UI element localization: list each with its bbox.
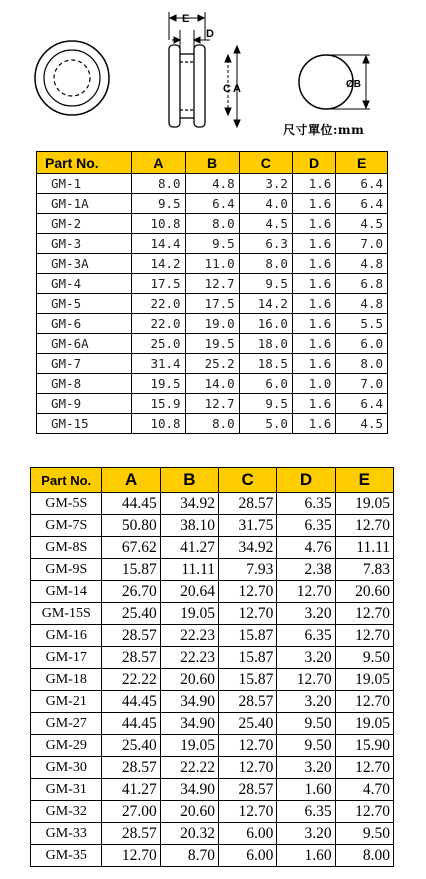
part-number-cell: GM-3A (37, 254, 132, 274)
dimension-cell-e: 12.70 (335, 801, 393, 823)
table-row (31, 625, 394, 647)
part-number-cell: GM-33 (31, 823, 102, 845)
table-header-row (31, 468, 394, 493)
part-number-cell: GM-35 (31, 845, 102, 867)
part-number-cell: GM-27 (31, 713, 102, 735)
column-header-part-no: Part No. (37, 152, 132, 174)
dimension-cell-d: 1.6 (292, 194, 335, 214)
dimension-cell-b: 12.7 (185, 394, 239, 414)
dimension-cell-c: 15.87 (219, 625, 277, 647)
dimension-a-label: A (233, 83, 241, 95)
dimension-cell-a: 31.4 (132, 354, 185, 374)
dimension-cell-a: 17.5 (132, 274, 185, 294)
shaft-circle-view (299, 55, 353, 109)
dimension-cell-d: 3.20 (277, 603, 335, 625)
dimension-cell-d: 12.70 (277, 669, 335, 691)
part-number-cell: GM-8S (31, 537, 102, 559)
part-number-cell: GM-5 (37, 294, 132, 314)
dimension-cell-e: 7.83 (335, 559, 393, 581)
table-row (31, 493, 394, 515)
dimension-cell-b: 12.7 (185, 274, 239, 294)
part-number-cell: GM-6 (37, 314, 132, 334)
dimension-cell-e: 6.4 (336, 174, 388, 194)
table-row (31, 735, 394, 757)
table-row (31, 801, 394, 823)
dimension-cell-d: 1.6 (292, 294, 335, 314)
column-header-b: B (160, 468, 218, 493)
table-row (31, 559, 394, 581)
dimension-cell-a: 12.70 (102, 845, 160, 867)
column-header-c: C (239, 152, 292, 174)
dimension-cell-a: 25.0 (132, 334, 185, 354)
dimension-cell-e: 19.05 (335, 669, 393, 691)
table-row (37, 214, 388, 234)
table-row (31, 515, 394, 537)
table-header-row (37, 152, 388, 174)
dimension-cell-c: 16.0 (239, 314, 292, 334)
dimension-cell-b: 17.5 (185, 294, 239, 314)
dimension-cell-c: 25.40 (219, 713, 277, 735)
dimension-cell-a: 22.0 (132, 314, 185, 334)
dimension-cell-a: 28.57 (102, 625, 160, 647)
part-number-cell: GM-7S (31, 515, 102, 537)
dimension-cell-a: 44.45 (102, 691, 160, 713)
dimension-cell-a: 22.22 (102, 669, 160, 691)
dimension-cell-d: 12.70 (277, 581, 335, 603)
column-header-a: A (102, 468, 160, 493)
part-number-cell: GM-9 (37, 394, 132, 414)
dimension-cell-b: 41.27 (160, 537, 218, 559)
table-row (37, 194, 388, 214)
dimension-cell-c: 6.3 (239, 234, 292, 254)
dimension-cell-c: 12.70 (219, 581, 277, 603)
table-row (37, 394, 388, 414)
dimension-cell-d: 1.60 (277, 779, 335, 801)
dimension-cell-d: 2.38 (277, 559, 335, 581)
dimension-cell-b: 8.0 (185, 414, 239, 434)
table-row (31, 581, 394, 603)
dimension-cell-d: 1.6 (292, 394, 335, 414)
dimension-cell-c: 3.2 (239, 174, 292, 194)
dimension-cell-c: 34.92 (219, 537, 277, 559)
dimension-cell-c: 12.70 (219, 603, 277, 625)
table-row (37, 294, 388, 314)
dimension-cell-e: 4.5 (336, 414, 388, 434)
part-number-cell: GM-1A (37, 194, 132, 214)
dimension-c-label: C (223, 83, 231, 95)
dimension-cell-a: 25.40 (102, 603, 160, 625)
dimension-cell-e: 6.4 (336, 394, 388, 414)
dimension-cell-e: 4.8 (336, 254, 388, 274)
dimension-cell-a: 44.45 (102, 493, 160, 515)
part-number-cell: GM-14 (31, 581, 102, 603)
dimension-cell-a: 15.87 (102, 559, 160, 581)
dimension-cell-a: 27.00 (102, 801, 160, 823)
dimension-cell-b: 25.2 (185, 354, 239, 374)
dimension-cell-c: 9.5 (239, 274, 292, 294)
unit-note: 尺寸單位:mm (283, 123, 365, 137)
part-number-cell: GM-15S (31, 603, 102, 625)
dimension-cell-a: 28.57 (102, 647, 160, 669)
dimension-cell-c: 6.0 (239, 374, 292, 394)
dimension-cell-e: 6.4 (336, 194, 388, 214)
dimension-cell-e: 11.11 (335, 537, 393, 559)
part-number-cell: GM-16 (31, 625, 102, 647)
part-number-cell: GM-29 (31, 735, 102, 757)
dimension-cell-e: 4.5 (336, 214, 388, 234)
dimension-cell-b: 19.05 (160, 603, 218, 625)
part-number-cell: GM-6A (37, 334, 132, 354)
dimension-cell-e: 12.70 (335, 757, 393, 779)
dimension-cell-a: 14.4 (132, 234, 185, 254)
dimension-cell-b: 34.90 (160, 713, 218, 735)
dimension-cell-d: 9.50 (277, 713, 335, 735)
dimension-cell-d: 1.6 (292, 414, 335, 434)
dimension-cell-c: 12.70 (219, 801, 277, 823)
dimension-cell-e: 12.70 (335, 603, 393, 625)
dimension-cell-d: 1.6 (292, 174, 335, 194)
table-row (37, 314, 388, 334)
table-row (31, 779, 394, 801)
dimension-cell-d: 1.0 (292, 374, 335, 394)
dimension-cell-c: 7.93 (219, 559, 277, 581)
dimension-cell-c: 4.0 (239, 194, 292, 214)
dimension-cell-d: 3.20 (277, 823, 335, 845)
dimension-cell-d: 1.6 (292, 274, 335, 294)
part-number-cell: GM-15 (37, 414, 132, 434)
dimension-cell-c: 5.0 (239, 414, 292, 434)
dimension-cell-d: 1.60 (277, 845, 335, 867)
dimension-cell-c: 6.00 (219, 845, 277, 867)
table-row (31, 647, 394, 669)
dimension-cell-e: 9.50 (335, 647, 393, 669)
dimension-cell-b: 22.22 (160, 757, 218, 779)
column-header-d: D (277, 468, 335, 493)
column-header-e: E (335, 468, 393, 493)
dimension-cell-e: 12.70 (335, 691, 393, 713)
dimension-cell-b: 11.11 (160, 559, 218, 581)
dimension-cell-b: 38.10 (160, 515, 218, 537)
table-row (37, 174, 388, 194)
dimension-cell-e: 19.05 (335, 713, 393, 735)
dimension-cell-c: 28.57 (219, 779, 277, 801)
table-row (37, 414, 388, 434)
dimension-cell-d: 3.20 (277, 757, 335, 779)
dimension-cell-b: 6.4 (185, 194, 239, 214)
dimension-cell-b: 20.60 (160, 801, 218, 823)
dimension-cell-d: 6.35 (277, 801, 335, 823)
dimension-cell-a: 19.5 (132, 374, 185, 394)
dimension-cell-c: 12.70 (219, 757, 277, 779)
dimension-cell-b: 34.92 (160, 493, 218, 515)
dimension-b-label: ØB (346, 79, 361, 90)
grommet-side-view (169, 45, 205, 127)
table-row (37, 274, 388, 294)
dimension-cell-c: 6.00 (219, 823, 277, 845)
dimension-cell-a: 25.40 (102, 735, 160, 757)
dimension-cell-b: 19.0 (185, 314, 239, 334)
part-number-cell: GM-3 (37, 234, 132, 254)
dimension-cell-b: 9.5 (185, 234, 239, 254)
dimension-cell-c: 31.75 (219, 515, 277, 537)
dimension-cell-c: 28.57 (219, 691, 277, 713)
part-number-cell: GM-21 (31, 691, 102, 713)
dimension-cell-a: 22.0 (132, 294, 185, 314)
table-row (31, 603, 394, 625)
part-number-cell: GM-4 (37, 274, 132, 294)
dimension-cell-e: 9.50 (335, 823, 393, 845)
dimension-cell-b: 22.23 (160, 625, 218, 647)
column-header-c: C (219, 468, 277, 493)
part-number-cell: GM-17 (31, 647, 102, 669)
dimension-cell-e: 4.8 (336, 294, 388, 314)
table-row (37, 374, 388, 394)
dimension-cell-d: 1.6 (292, 234, 335, 254)
dimension-cell-d: 6.35 (277, 493, 335, 515)
dimension-cell-d: 3.20 (277, 691, 335, 713)
dimension-cell-b: 4.8 (185, 174, 239, 194)
part-number-cell: GM-18 (31, 669, 102, 691)
dimension-cell-e: 6.0 (336, 334, 388, 354)
dimension-cell-d: 9.50 (277, 735, 335, 757)
dimension-cell-b: 19.5 (185, 334, 239, 354)
column-header-d: D (292, 152, 335, 174)
dimension-cell-b: 20.64 (160, 581, 218, 603)
dimension-cell-c: 18.0 (239, 334, 292, 354)
dimension-cell-e: 5.5 (336, 314, 388, 334)
table-row (37, 334, 388, 354)
dimension-cell-c: 9.5 (239, 394, 292, 414)
dimension-cell-a: 50.80 (102, 515, 160, 537)
dimension-cell-e: 8.0 (336, 354, 388, 374)
dimension-cell-c: 14.2 (239, 294, 292, 314)
dimension-cell-d: 1.6 (292, 214, 335, 234)
dimension-cell-a: 28.57 (102, 757, 160, 779)
dimension-cell-d: 3.20 (277, 647, 335, 669)
table-row (31, 757, 394, 779)
part-number-cell: GM-31 (31, 779, 102, 801)
dimension-e-label: E (182, 13, 190, 25)
dimension-cell-d: 1.6 (292, 334, 335, 354)
dimension-cell-b: 22.23 (160, 647, 218, 669)
dimension-cell-b: 34.90 (160, 691, 218, 713)
dimension-cell-d: 1.6 (292, 254, 335, 274)
dimension-cell-b: 20.60 (160, 669, 218, 691)
dimension-cell-e: 15.90 (335, 735, 393, 757)
dimension-cell-b: 20.32 (160, 823, 218, 845)
column-header-a: A (132, 152, 185, 174)
part-number-cell: GM-1 (37, 174, 132, 194)
dimension-cell-a: 10.8 (132, 214, 185, 234)
dimension-cell-c: 18.5 (239, 354, 292, 374)
dimension-cell-c: 15.87 (219, 647, 277, 669)
part-number-cell: GM-9S (31, 559, 102, 581)
dimension-cell-d: 6.35 (277, 625, 335, 647)
dimension-cell-c: 8.0 (239, 254, 292, 274)
dimension-cell-a: 9.5 (132, 194, 185, 214)
dimension-cell-b: 8.70 (160, 845, 218, 867)
dimension-cell-a: 15.9 (132, 394, 185, 414)
dimension-cell-c: 15.87 (219, 669, 277, 691)
dimension-cell-b: 34.90 (160, 779, 218, 801)
dimension-cell-e: 8.00 (335, 845, 393, 867)
dimension-cell-d: 1.6 (292, 354, 335, 374)
dimension-cell-e: 19.05 (335, 493, 393, 515)
part-number-cell: GM-7 (37, 354, 132, 374)
dimension-cell-c: 28.57 (219, 493, 277, 515)
column-header-b: B (185, 152, 239, 174)
column-header-e: E (336, 152, 388, 174)
dimension-cell-a: 14.2 (132, 254, 185, 274)
dimension-cell-d: 6.35 (277, 515, 335, 537)
dimension-cell-b: 8.0 (185, 214, 239, 234)
dimension-cell-c: 12.70 (219, 735, 277, 757)
dimension-cell-a: 8.0 (132, 174, 185, 194)
dimension-cell-a: 28.57 (102, 823, 160, 845)
dimension-cell-d: 1.6 (292, 314, 335, 334)
dimension-cell-e: 20.60 (335, 581, 393, 603)
dimension-cell-e: 6.8 (336, 274, 388, 294)
table-row (37, 234, 388, 254)
column-header-part-no: Part No. (31, 468, 102, 493)
table-row (37, 354, 388, 374)
part-number-cell: GM-8 (37, 374, 132, 394)
dimension-d-label: D (206, 28, 214, 40)
dimension-cell-b: 11.0 (185, 254, 239, 274)
dimension-cell-b: 14.0 (185, 374, 239, 394)
dimension-cell-a: 41.27 (102, 779, 160, 801)
table-row (31, 669, 394, 691)
grommet-front-view (35, 41, 109, 115)
part-number-cell: GM-30 (31, 757, 102, 779)
dimension-cell-d: 4.76 (277, 537, 335, 559)
dimension-cell-a: 44.45 (102, 713, 160, 735)
table-row (31, 691, 394, 713)
part-number-cell: GM-32 (31, 801, 102, 823)
table-row (31, 845, 394, 867)
dimension-cell-b: 19.05 (160, 735, 218, 757)
part-number-cell: GM-5S (31, 493, 102, 515)
dimension-cell-e: 12.70 (335, 625, 393, 647)
metric-grommet-table (36, 151, 388, 434)
table-row (31, 823, 394, 845)
dimension-cell-a: 10.8 (132, 414, 185, 434)
dimension-cell-e: 7.0 (336, 234, 388, 254)
table-row (31, 713, 394, 735)
dimension-cell-e: 4.70 (335, 779, 393, 801)
part-number-cell: GM-2 (37, 214, 132, 234)
dimension-cell-e: 12.70 (335, 515, 393, 537)
table-row (37, 254, 388, 274)
table-row (31, 537, 394, 559)
dimension-cell-a: 26.70 (102, 581, 160, 603)
dimension-cell-c: 4.5 (239, 214, 292, 234)
dimension-cell-a: 67.62 (102, 537, 160, 559)
inch-grommet-table (30, 467, 394, 867)
dimension-cell-e: 7.0 (336, 374, 388, 394)
